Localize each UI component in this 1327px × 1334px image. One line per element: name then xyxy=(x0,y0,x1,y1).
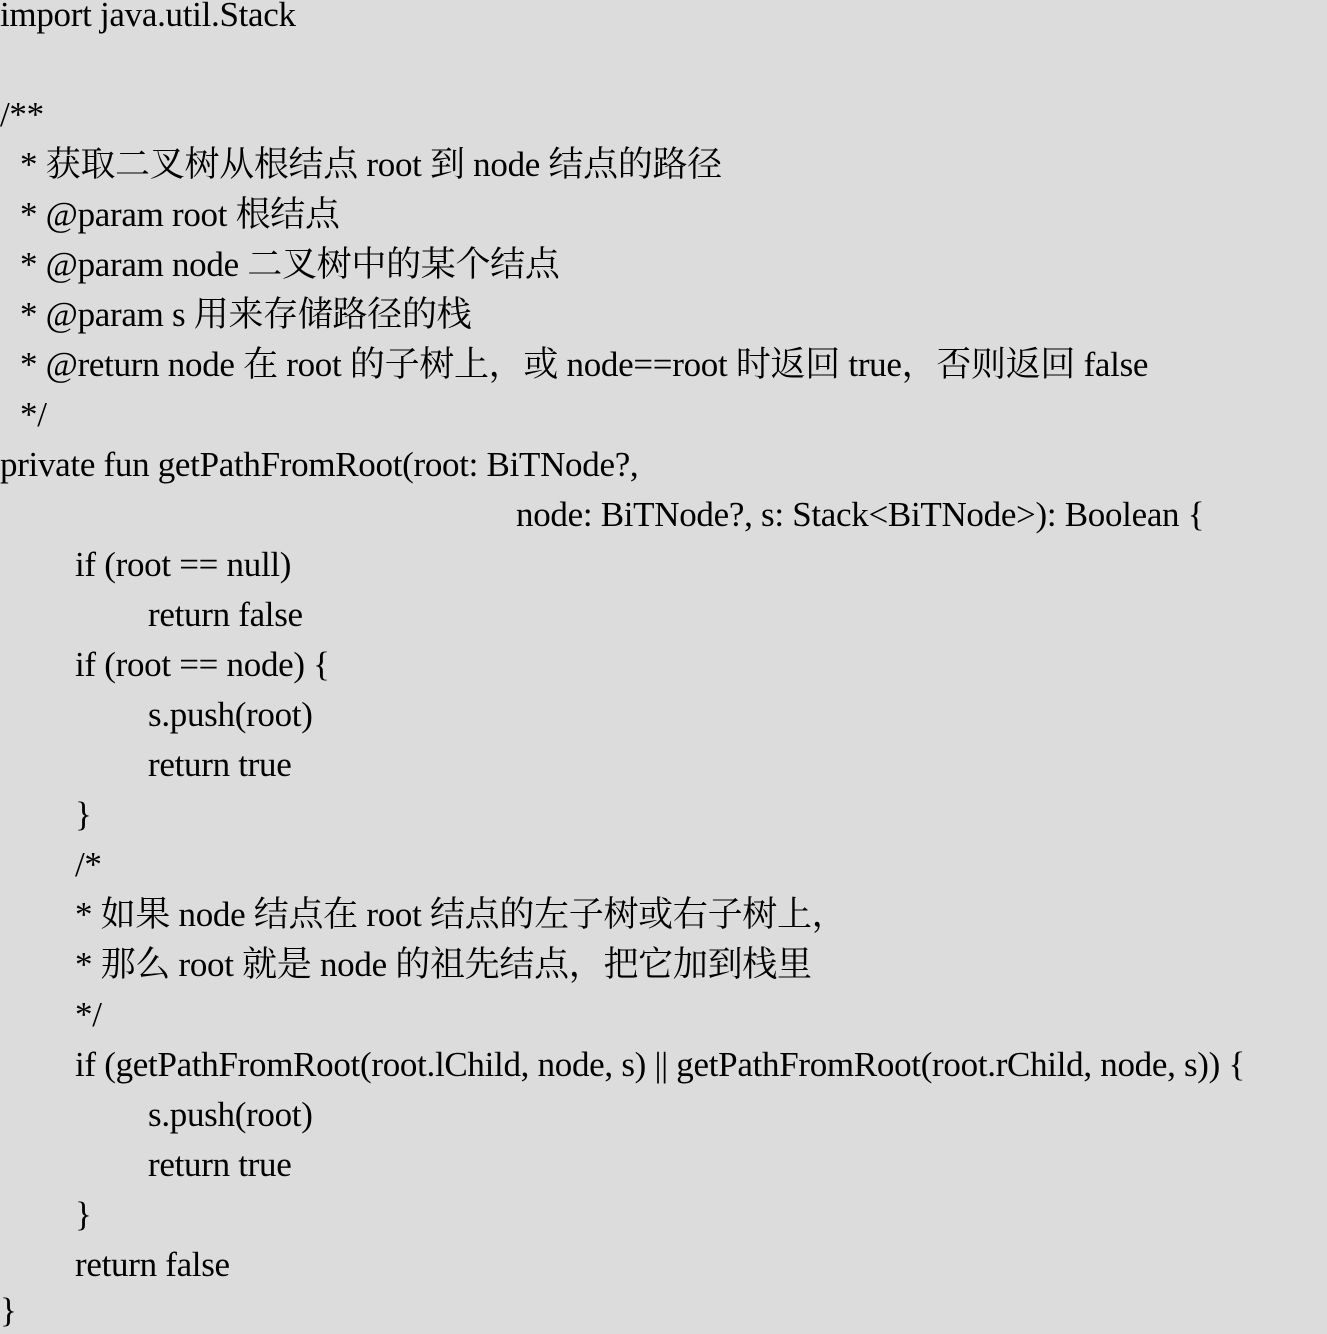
code-line: import java.util.Stack xyxy=(0,0,296,34)
code-line: * 那么 root 就是 node 的祖先结点，把它加到栈里 xyxy=(75,945,812,984)
code-line: return false xyxy=(148,595,303,634)
code-line: return true xyxy=(148,1145,292,1184)
code-line: } xyxy=(75,795,92,834)
code-line: private fun getPathFromRoot(root: BiTNode?, xyxy=(0,445,639,484)
code-line: s.push(root) xyxy=(148,1095,313,1134)
code-line: node: BiTNode?, s: Stack<BiTNode>): Boolean { xyxy=(516,495,1205,534)
code-line: if (getPathFromRoot(root.lChild, node, s) || getPathFromRoot(root.rChild, node, s)) { xyxy=(75,1045,1245,1084)
code-line: } xyxy=(0,1291,17,1330)
code-line: * 如果 node 结点在 root 结点的左子树或右子树上， xyxy=(75,895,847,934)
code-line: * @param node 二叉树中的某个结点 xyxy=(20,245,560,284)
code-line: return true xyxy=(148,745,292,784)
code-line: if (root == null) xyxy=(75,545,292,584)
code-line: return false xyxy=(75,1245,230,1284)
code-line: if (root == node) { xyxy=(75,645,330,684)
code-line: /* xyxy=(75,845,102,884)
code-line: * @param root 根结点 xyxy=(20,195,340,234)
code-line: } xyxy=(75,1195,92,1234)
code-line: * 获取二叉树从根结点 root 到 node 结点的路径 xyxy=(20,145,722,184)
code-line: /** xyxy=(0,95,44,134)
code-line: * @param s 用来存储路径的栈 xyxy=(20,295,472,334)
code-line: */ xyxy=(20,395,47,434)
code-line: */ xyxy=(75,995,102,1034)
code-line: s.push(root) xyxy=(148,695,313,734)
code-line: * @return node 在 root 的子树上，或 node==root 时返回 true，否则返回 false xyxy=(20,345,1149,384)
